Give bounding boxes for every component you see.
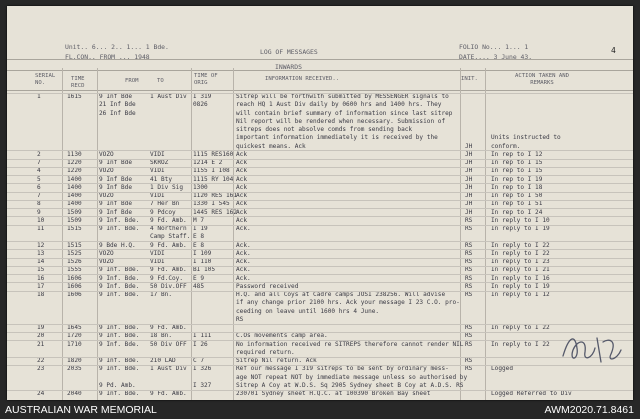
to-cell: VIDI: [150, 150, 165, 158]
row-rule: [7, 167, 633, 168]
row-rule: [7, 208, 633, 209]
from-cell: 9 Inf. Bde.: [99, 266, 140, 274]
action-cell: In rep to I 15: [491, 167, 543, 175]
time-orig-cell: 1300: [193, 183, 208, 191]
time-orig-cell: 1120 RES 161: [193, 192, 238, 199]
footer-accession: AWM2020.71.8461: [544, 404, 634, 416]
info-cell: quickest means. Ack: [236, 142, 306, 150]
info-cell: Ack.: [236, 249, 251, 257]
info-cell: Ack: [236, 208, 248, 216]
action-cell: In reply to I 19: [491, 282, 550, 290]
serial-cell: 2: [37, 150, 41, 158]
action-cell: In rep to I 51: [491, 200, 543, 208]
col-no: NO.: [35, 80, 46, 86]
time-recd-cell: 2035: [67, 365, 82, 373]
time-recd-cell: 1615: [67, 93, 82, 100]
initial-cell: RS: [465, 332, 473, 340]
row-rule: [7, 258, 633, 259]
row-rule: [7, 324, 633, 325]
row-rule: [7, 282, 633, 283]
from-cell: 9 Inf Bde: [99, 200, 133, 208]
to-cell: VIDI: [150, 249, 165, 257]
info-cell: Nil report will be rendered when necessary. Submission of: [236, 117, 446, 125]
from-cell: 9 Inf Bde: [99, 159, 133, 166]
time-orig-cell: I 326: [193, 365, 212, 373]
from-cell: 9 Pd. Amb.: [99, 381, 136, 389]
time-orig-cell: I 26: [193, 340, 208, 348]
inwards-label: INWARDS: [275, 63, 302, 71]
action-cell: Logged Referred to Div: [491, 390, 572, 397]
initial-cell: RS: [465, 216, 473, 224]
row-rule: [7, 192, 633, 193]
to-cell: 9 Fd. Amb.: [150, 216, 187, 224]
from-cell: VOZO: [99, 258, 114, 265]
initial-cell: JH: [465, 175, 473, 183]
info-cell: Sitrep Nil return. Ack: [236, 357, 317, 364]
from-cell: 9 Inf. Bde.: [99, 324, 140, 331]
from-cell: 9 Inf. Bde.: [99, 390, 140, 397]
serial-cell: 7: [37, 192, 41, 199]
to-cell: 7 Her Bn: [150, 200, 180, 208]
col-time-recd: TIME RECD: [71, 76, 85, 89]
info-cell: H.Q. and all Coys at Cadre camps JOSI 238256. Will advise: [236, 291, 446, 298]
initial-cell: JH: [465, 159, 473, 166]
to-cell: 1 Aust Div: [150, 365, 187, 373]
to-cell: 17 Bn.: [150, 291, 173, 298]
time-recd-cell: 1606: [67, 291, 82, 298]
action-cell: In reply to I 16: [491, 274, 550, 282]
action-cell: In rep to I 18: [491, 183, 543, 191]
initial-cell: JH: [465, 208, 473, 216]
to-cell: SKROZ: [150, 159, 169, 166]
initial-cell: JH: [465, 150, 473, 158]
info-cell: C.Os movements camp area.: [236, 332, 328, 340]
serial-cell: 20: [37, 332, 45, 340]
initial-cell: JH: [465, 183, 473, 191]
time-recd-cell: 1515: [67, 241, 82, 249]
action-cell: In rep to I 50: [491, 192, 543, 199]
info-cell: Ack: [236, 167, 248, 175]
row-rule: [7, 365, 633, 366]
serial-cell: 13: [37, 249, 45, 257]
to-cell: VIDI: [150, 167, 165, 175]
info-cell: Ack: [236, 159, 248, 166]
time-recd-cell: 1820: [67, 357, 82, 364]
footer-source: AUSTRALIAN WAR MEMORIAL: [5, 404, 157, 416]
time-orig-cell: M 7: [193, 216, 205, 224]
info-cell: Ack.: [236, 258, 251, 265]
from-cell: 9 Inf. Bde.: [99, 225, 140, 232]
serial-cell: 8: [37, 200, 41, 208]
from-cell: 9 Inf Bde: [99, 93, 133, 100]
col-to: TO: [157, 78, 164, 84]
row-rule: [7, 266, 633, 267]
folio-label: FOLIO No... 1... 1: [459, 43, 529, 51]
to-cell: 50 Div OFF: [150, 340, 187, 348]
initial-cell: JH: [465, 167, 473, 175]
from-cell: 9 Inf Bde: [99, 208, 133, 216]
info-cell: reach HQ 1 Aust Div daily by 0600 hrs and 1400 hrs. They: [236, 101, 442, 109]
serial-cell: 4: [37, 167, 41, 175]
col-info: INFORMATION RECEIVED..: [265, 76, 340, 82]
initial-cell: RS: [465, 274, 473, 282]
info-cell: Sitrep A Coy at W.D.S. Sq 2905 Sydney sheet B Coy at A.D.S. RS: [236, 381, 464, 389]
col-time-orig: TIME OF ORIG: [194, 73, 218, 86]
to-cell: 210 LAD: [150, 357, 176, 364]
serial-cell: 9: [37, 208, 41, 216]
from-cell: 9 Inf. Bde.: [99, 291, 140, 298]
row-rule: [7, 200, 633, 201]
form-label: FL.CON.. FROM ... 1948: [65, 53, 150, 61]
from-cell: 9 Inf. Bde.: [99, 357, 140, 364]
column-divider: [62, 68, 63, 400]
info-cell: No information received re SITREPS therefore cannot render NIL: [236, 340, 464, 348]
info-cell: RS: [236, 315, 244, 323]
time-orig-cell: E 9: [193, 274, 205, 282]
column-divider: [191, 68, 192, 400]
time-orig-cell: E 8: [193, 233, 205, 241]
column-divider: [460, 68, 461, 400]
time-recd-cell: 1400: [67, 183, 82, 191]
to-cell: VIDI: [150, 258, 165, 265]
initial-cell: JH: [465, 142, 473, 150]
info-cell: Ack: [236, 192, 248, 199]
column-divider: [485, 68, 486, 400]
serial-cell: 1: [37, 93, 41, 100]
info-cell: will contain brief summary of information since last sitrep: [236, 109, 453, 117]
from-cell: VOZO: [99, 167, 114, 175]
log-sheet: [7, 6, 633, 400]
time-orig-cell: E 8: [193, 241, 205, 249]
action-cell: In reply to I 19: [491, 225, 550, 232]
footer-bar: [0, 400, 640, 419]
from-cell: 9 Inf Bde: [99, 183, 133, 191]
time-orig-cell: 1115 RY 104: [193, 175, 234, 183]
serial-cell: 14: [37, 258, 45, 265]
time-orig-cell: I 110: [193, 258, 212, 265]
serial-cell: 11: [37, 225, 45, 232]
info-cell: Ack: [236, 216, 248, 224]
initial-cell: RS: [465, 225, 473, 232]
time-orig-cell: 1155 I 108: [193, 167, 230, 175]
serial-cell: 15: [37, 266, 45, 274]
time-recd-cell: 1645: [67, 324, 82, 331]
row-rule: [7, 332, 633, 333]
from-cell: 26 Inf Bde: [99, 109, 136, 117]
time-orig-cell: I 319: [193, 93, 212, 100]
time-recd-cell: 1220: [67, 167, 82, 175]
row-rule: [7, 159, 633, 160]
row-rule: [7, 249, 633, 250]
to-cell: VIDI: [150, 192, 165, 199]
signature-scribble: [559, 328, 625, 368]
time-recd-cell: 1400: [67, 175, 82, 183]
initial-cell: RS: [465, 258, 473, 265]
time-recd-cell: 1720: [67, 332, 82, 340]
serial-cell: 21: [37, 340, 45, 348]
time-recd-cell: 1400: [67, 200, 82, 208]
time-recd-cell: 1515: [67, 225, 82, 232]
action-cell: In rep to I 12: [491, 150, 543, 158]
col-action: ACTION TAKEN AND REMARKS: [515, 73, 569, 86]
from-cell: 9 Inf. Bde.: [99, 274, 140, 282]
row-rule: [7, 216, 633, 217]
from-cell: 9 Bde H.Q.: [99, 241, 136, 249]
to-cell: 1 Div Sig: [150, 183, 184, 191]
row-rule: [7, 183, 633, 184]
info-cell: 230701 Sydney sheet H.Q.C. at 100390 Broken Bay sheet: [236, 390, 431, 397]
to-cell: 18 Bn.: [150, 332, 173, 340]
row-rule: [7, 150, 633, 151]
serial-cell: 23: [37, 365, 45, 373]
to-cell: 50 Div.OFF: [150, 282, 187, 290]
initial-cell: RS: [465, 249, 473, 257]
time-orig-cell: 485: [193, 282, 205, 290]
row-rule: [7, 340, 633, 341]
time-orig-cell: I 327: [193, 381, 212, 389]
action-cell: In reply to I 21: [491, 266, 550, 274]
initial-cell: JH: [465, 200, 473, 208]
info-cell: Ack.: [236, 241, 251, 249]
row-rule: [7, 175, 633, 176]
time-recd-cell: 1509: [67, 208, 82, 216]
action-cell: conform.: [491, 142, 521, 150]
info-cell: Ack: [236, 200, 248, 208]
to-cell: 1 Aust Div: [150, 93, 187, 100]
initial-cell: RS: [465, 324, 473, 331]
from-cell: VOZO: [99, 150, 114, 158]
action-cell: In rep to I 24: [491, 208, 543, 216]
col-from: FROM: [125, 78, 139, 84]
time-orig-cell: 1445 RES 162: [193, 208, 238, 216]
from-cell: 21 Inf Bde: [99, 101, 136, 109]
info-cell: Ack.: [236, 225, 251, 232]
header-rule: [7, 59, 633, 60]
col-initial: INIT.: [461, 76, 478, 82]
time-orig-cell: I 109: [193, 249, 212, 257]
to-cell: 9 Fd. Amb.: [150, 266, 187, 274]
column-divider: [233, 68, 234, 400]
info-cell: sitreps does not absolve comds from sending back: [236, 126, 413, 133]
to-cell: 9 Fd. Amb.: [150, 324, 187, 331]
initial-cell: RS: [465, 340, 473, 348]
info-cell: age NOT repeat NOT by immediate message unless so authorised by: [236, 373, 468, 381]
time-recd-cell: 1220: [67, 159, 82, 166]
info-cell: Password received: [236, 282, 299, 290]
time-orig-cell: 1214 E 2: [193, 159, 223, 166]
serial-cell: 24: [37, 390, 45, 397]
time-orig-cell: 0826: [193, 101, 208, 109]
serial-cell: 10: [37, 216, 45, 224]
initial-cell: RS: [465, 241, 473, 249]
serial-cell: 12: [37, 241, 45, 249]
register-title: LOG OF MESSAGES: [260, 48, 318, 56]
info-cell: Ack: [236, 150, 248, 158]
to-cell: 4 Northern: [150, 225, 187, 232]
serial-cell: 19: [37, 324, 45, 331]
action-cell: Units instructed to: [491, 134, 561, 142]
time-recd-cell: 1400: [67, 192, 82, 199]
info-cell: Ack.: [236, 274, 251, 282]
info-cell: Ref our message I 319 sitreps to be sent by ordinary mess-: [236, 365, 449, 373]
initial-cell: RS: [465, 365, 473, 373]
date-label: DATE.... 3 June 43.: [459, 53, 533, 61]
time-orig-cell: I 111: [193, 332, 212, 340]
info-cell: important information immediately it is received by the: [236, 134, 438, 142]
time-orig-cell: I 19: [193, 225, 208, 232]
row-rule: [7, 225, 633, 226]
time-recd-cell: 1710: [67, 340, 82, 348]
initial-cell: JH: [465, 192, 473, 199]
from-cell: 9 Inf Bde: [99, 175, 133, 183]
initial-cell: RS: [465, 266, 473, 274]
info-cell: required return.: [236, 348, 295, 356]
header-rule: [7, 90, 633, 91]
time-recd-cell: 1606: [67, 274, 82, 282]
time-orig-cell: BI 105: [193, 266, 216, 274]
from-cell: 9 Inf. Bde.: [99, 332, 140, 340]
to-cell: Camp Staff.: [150, 233, 191, 241]
info-cell: Ack: [236, 183, 248, 191]
info-cell: Ack: [236, 175, 248, 183]
action-cell: Logged: [491, 365, 514, 373]
time-recd-cell: 1555: [67, 266, 82, 274]
row-rule: [7, 390, 633, 391]
row-rule: [7, 93, 633, 94]
column-divider: [97, 68, 98, 400]
action-cell: In reply to I 22: [491, 249, 550, 257]
from-cell: 9 Inf. Bde.: [99, 216, 140, 224]
info-cell: if any change prior 2100 hrs. Ack your message I 23 C.O. pro-: [236, 299, 460, 307]
from-cell: 9 Inf. Bde.: [99, 340, 140, 348]
initial-cell: RS: [465, 291, 473, 298]
serial-cell: 6: [37, 183, 41, 191]
time-recd-cell: 1525: [67, 249, 82, 257]
initial-cell: RS: [465, 282, 473, 290]
time-recd-cell: 1606: [67, 282, 82, 290]
info-cell: Ack.: [236, 266, 251, 274]
row-rule: [7, 357, 633, 358]
action-cell: In reply to I 22: [491, 340, 550, 348]
to-cell: 41 Bty: [150, 175, 173, 183]
action-cell: In reply to I 10: [491, 216, 550, 224]
row-rule: [7, 241, 633, 242]
serial-cell: 5: [37, 175, 41, 183]
info-cell: ceeding on leave until 1600 hrs 4 June.: [236, 307, 380, 315]
time-orig-cell: 1115 RES160: [193, 150, 234, 158]
serial-cell: 18: [37, 291, 45, 298]
from-cell: 9 Inf. Bde.: [99, 282, 140, 290]
action-cell: In rep to I 19: [491, 175, 543, 183]
serial-cell: 16: [37, 274, 45, 282]
header-rule: [7, 70, 633, 71]
margin-mark: 4: [611, 46, 616, 55]
action-cell: In reply to I 23: [491, 258, 550, 265]
time-orig-cell: C 7: [193, 357, 205, 364]
action-cell: In reply to I 22: [491, 241, 550, 249]
from-cell: VOZO: [99, 249, 114, 257]
initial-cell: RS: [465, 357, 473, 364]
to-cell: 9 Fd. Amb.: [150, 390, 187, 397]
serial-cell: 7: [37, 159, 41, 166]
from-cell: VOZO: [99, 192, 114, 199]
row-rule: [7, 274, 633, 275]
col-serial: SERIAL: [35, 73, 56, 79]
row-rule: [7, 291, 633, 292]
time-recd-cell: 1130: [67, 150, 82, 158]
time-recd-cell: 2040: [67, 390, 82, 397]
serial-cell: 17: [37, 282, 45, 290]
to-cell: 9 Fd.Coy.: [150, 274, 184, 282]
time-recd-cell: 1526: [67, 258, 82, 265]
info-cell: Sitrep will be forthwith submitted by MESSENGER signals to: [236, 93, 449, 100]
to-cell: 9 Pdcoy: [150, 208, 176, 216]
time-recd-cell: 1509: [67, 216, 82, 224]
serial-cell: 22: [37, 357, 45, 364]
to-cell: 9 Fd. Amb.: [150, 241, 187, 249]
action-cell: In reply to I 22: [491, 324, 550, 331]
action-cell: In rep to I 15: [491, 159, 543, 166]
time-orig-cell: 1330 I 545: [193, 200, 230, 208]
unit-label: Unit.. 6... 2.. 1... 1 Bde.: [65, 43, 169, 51]
action-cell: In reply to I 12: [491, 291, 550, 298]
from-cell: 9 Inf. Bde.: [99, 365, 140, 373]
